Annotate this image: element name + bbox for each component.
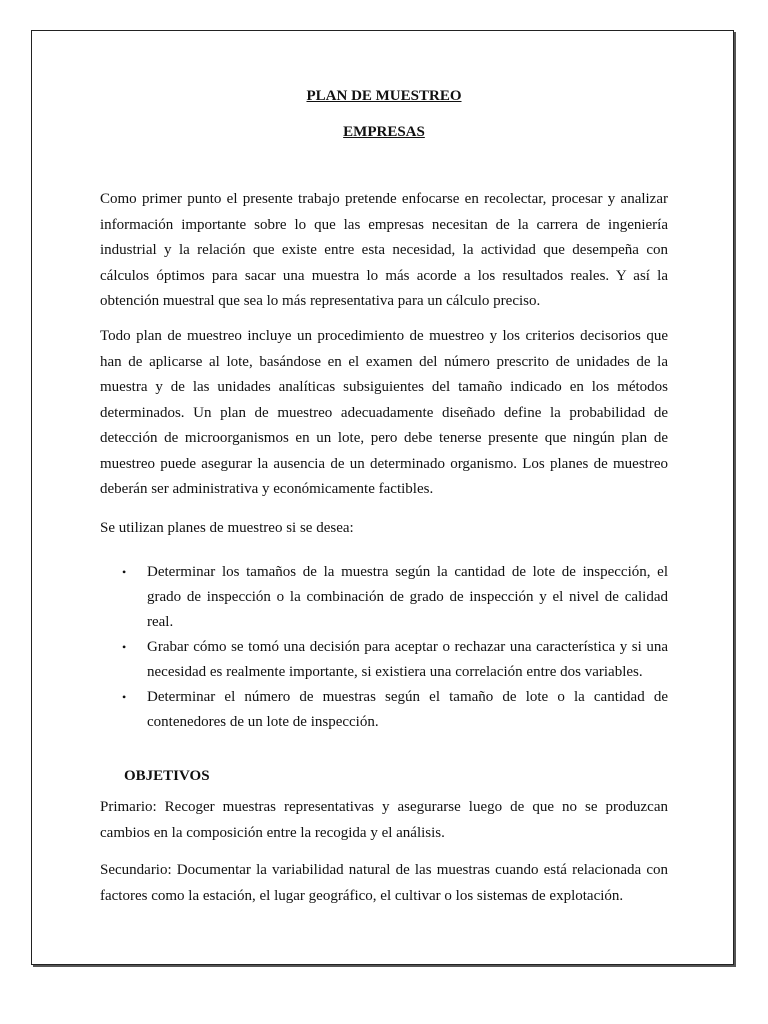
objective-primary: Primario: Recoger muestras representativas y asegurarse luego de que no se produzcan cambios en la composición entre la recogida y el análisis. xyxy=(100,799,668,841)
document-title: PLAN DE MUESTREO xyxy=(306,88,462,104)
bullet-icon: • xyxy=(122,565,127,579)
bullet-icon: • xyxy=(122,690,127,704)
list-item-text: Determinar el número de muestras según el tamaño de lote o la cantidad de contenedores de un lote de inspección. xyxy=(147,689,668,730)
paragraph-plan-description: Todo plan de muestreo incluye un procedimiento de muestreo y los criterios decisorios que han de aplicarse al lote, basándose en el examen del número prescrito de unidades de la muestra y de las unidades analíticas subsiguientes del tamaño indicado en los métodos determinados. Un plan de muestreo adecuadamente diseñado define la probabilidad de detección de microorganismos en un lote, pero debe tenerse presente que ningún plan de muestreo puede asegurar la ausencia de un determinado organismo. Los planes de muestreo deberán ser administrativa y económicamente factibles. xyxy=(100,328,668,497)
list-item-text: Determinar los tamaños de la muestra según la cantidad de lote de inspección, el grado de inspección o la combinación de grado de inspección y el nivel de calidad real. xyxy=(147,564,668,630)
paragraph-uses-intro: Se utilizan planes de muestreo si se desea: xyxy=(100,520,354,536)
list-item xyxy=(100,685,668,735)
objective-secondary: Secundario: Documentar la variabilidad natural de las muestras cuando está relacionada con factores como la estación, el lugar geográfico, el cultivar o los sistemas de explotación. xyxy=(100,862,668,904)
document-subtitle: EMPRESAS xyxy=(343,124,425,140)
uses-bullet-list xyxy=(100,560,668,735)
list-item xyxy=(100,560,668,635)
document-page xyxy=(31,30,734,965)
objectives-heading: OBJETIVOS xyxy=(124,768,210,784)
paragraph-intro: Como primer punto el presente trabajo pretende enfocarse en recolectar, procesar y analizar información importante sobre lo que las empresas necesitan de la carrera de ingeniería industrial y la relación que existe entre esta necesidad, la actividad que desempeña con cálculos óptimos para sacar una muestra lo más acorde a los resultados reales. Y así la obtención muestral que sea lo más representativa para un cálculo preciso. xyxy=(100,191,668,309)
list-item xyxy=(100,635,668,685)
bullet-icon: • xyxy=(122,640,127,654)
list-item-text: Grabar cómo se tomó una decisión para aceptar o rechazar una característica y si una necesidad es realmente importante, si existiera una correlación entre dos variables. xyxy=(147,639,668,680)
